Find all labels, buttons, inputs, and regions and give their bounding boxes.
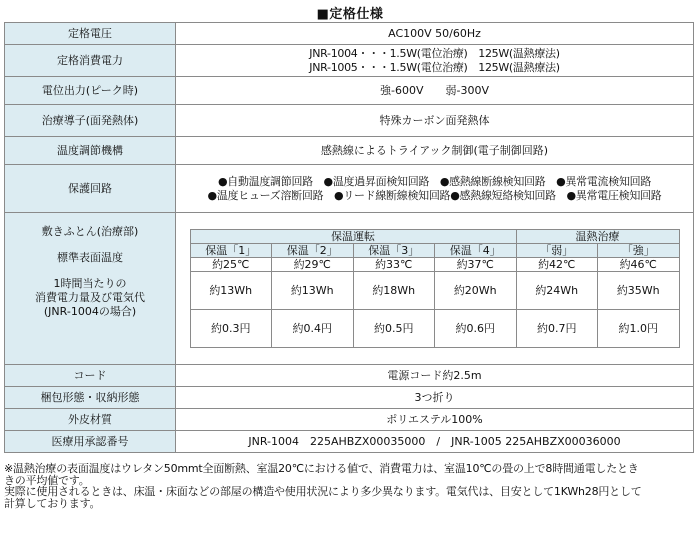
power-line-1004: JNR-1004・・・1.5W(電位治療) 125W(温熱療法) [309, 46, 560, 60]
cost-cell: 約0.7円 [516, 309, 598, 347]
spec-title: ■定格仕様 [316, 7, 384, 22]
row-power [5, 45, 694, 77]
value-approval: JNR-1004 225AHBZX00035000 / JNR-1005 225AHBZX00036000 [176, 431, 694, 453]
label-packing: 梱包形態・収納形態 [5, 387, 176, 409]
mode-cell: 「強」 [598, 243, 680, 257]
power-cell: 約35Wh [598, 271, 680, 309]
temp-cell: 約29℃ [272, 257, 354, 271]
value-output: 強-600V 弱-300V [176, 77, 694, 105]
row-blanket [5, 213, 694, 365]
label-protection: 保護回路 [5, 165, 176, 213]
value-temp-control: 感熱線によるトライアック制御(電子制御回路) [176, 137, 694, 165]
row-protection [5, 165, 694, 213]
label-voltage: 定格電圧 [5, 23, 176, 45]
power-cell: 約24Wh [516, 271, 598, 309]
group-head-heat-therapy: 温熱治療 [516, 229, 679, 243]
blanket-label-5: (JNR-1004の場合) [43, 304, 137, 318]
value-conductor: 特殊カーボン面発熱体 [176, 105, 694, 137]
cost-cell: 約1.0円 [598, 309, 680, 347]
mode-cell: 保温「3」 [353, 243, 435, 257]
mode-cell: 「弱」 [516, 243, 598, 257]
value-protection [176, 165, 694, 213]
label-conductor: 治療導子(面発熱体) [5, 105, 176, 137]
blanket-label-1: 敷きふとん(治療部) [41, 224, 139, 238]
spec-table [4, 22, 694, 453]
row-approval [5, 431, 694, 453]
power-cell: 約18Wh [353, 271, 435, 309]
footnote-line: きの平均値です。 [4, 473, 90, 487]
label-blanket [5, 213, 176, 365]
row-packing [5, 387, 694, 409]
protection-line-2: ●温度ヒューズ溶断回路 ●リード線断線検知回路●感熱線短絡検知回路 ●異常電圧検知回路 [207, 188, 662, 202]
cost-cell: 約0.3円 [190, 309, 272, 347]
temp-cell: 約33℃ [353, 257, 435, 271]
label-output: 電位出力(ピーク時) [5, 77, 176, 105]
blanket-table [190, 229, 680, 348]
label-cord: コード [5, 365, 176, 387]
power-cell: 約13Wh [272, 271, 354, 309]
mode-cell: 保温「2」 [272, 243, 354, 257]
blanket-label-4: 消費電力量及び電気代 [35, 290, 145, 304]
footnotes [4, 463, 696, 509]
footnote-line: 計算しております。 [4, 496, 101, 510]
footnote-line: 実際に使用されるときは、床温・床面などの部屋の構造や使用状況により多少異なります。電気代は、目安として1KWh28円として [4, 485, 642, 498]
value-power [176, 45, 694, 77]
temp-cell: 約46℃ [598, 257, 680, 271]
temp-cell: 約25℃ [190, 257, 272, 271]
row-material [5, 409, 694, 431]
mode-cell: 保温「4」 [435, 243, 517, 257]
blanket-label-3: 1時間当たりの [53, 276, 127, 290]
label-temp-control: 温度調節機構 [5, 137, 176, 165]
power-line-1005: JNR-1005・・・1.5W(電位治療) 125W(温熱療法) [309, 60, 560, 74]
power-cell: 約20Wh [435, 271, 517, 309]
footnote-line: ※温熱治療の表面温度はウレタン50mmt全面断熱、室温20℃における値で、消費電力は、室温10℃の畳の上で8時間通電したとき [4, 462, 639, 475]
value-cord: 電源コード約2.5m [176, 365, 694, 387]
cost-cell: 約0.5円 [353, 309, 435, 347]
row-conductor [5, 105, 694, 137]
label-material: 外皮材質 [5, 409, 176, 431]
row-output [5, 77, 694, 105]
value-material: ポリエステル100% [176, 409, 694, 431]
power-cell: 約13Wh [190, 271, 272, 309]
value-blanket [176, 213, 694, 365]
row-temp-control [5, 137, 694, 165]
label-approval: 医療用承認番号 [5, 431, 176, 453]
label-power: 定格消費電力 [5, 45, 176, 77]
temp-cell: 約37℃ [435, 257, 517, 271]
value-voltage: AC100V 50/60Hz [176, 23, 694, 45]
row-voltage [5, 23, 694, 45]
row-cord [5, 365, 694, 387]
group-head-keep-warm: 保温運転 [190, 229, 516, 243]
cost-cell: 約0.4円 [272, 309, 354, 347]
mode-cell: 保温「1」 [190, 243, 272, 257]
blanket-label-2: 標準表面温度 [57, 250, 123, 264]
temp-cell: 約42℃ [516, 257, 598, 271]
cost-cell: 約0.6円 [435, 309, 517, 347]
protection-line-1: ●自動温度調節回路 ●温度過昇面検知回路 ●感熱線断線検知回路 ●異常電流検知回路 [217, 174, 652, 188]
value-packing: 3つ折り [176, 387, 694, 409]
